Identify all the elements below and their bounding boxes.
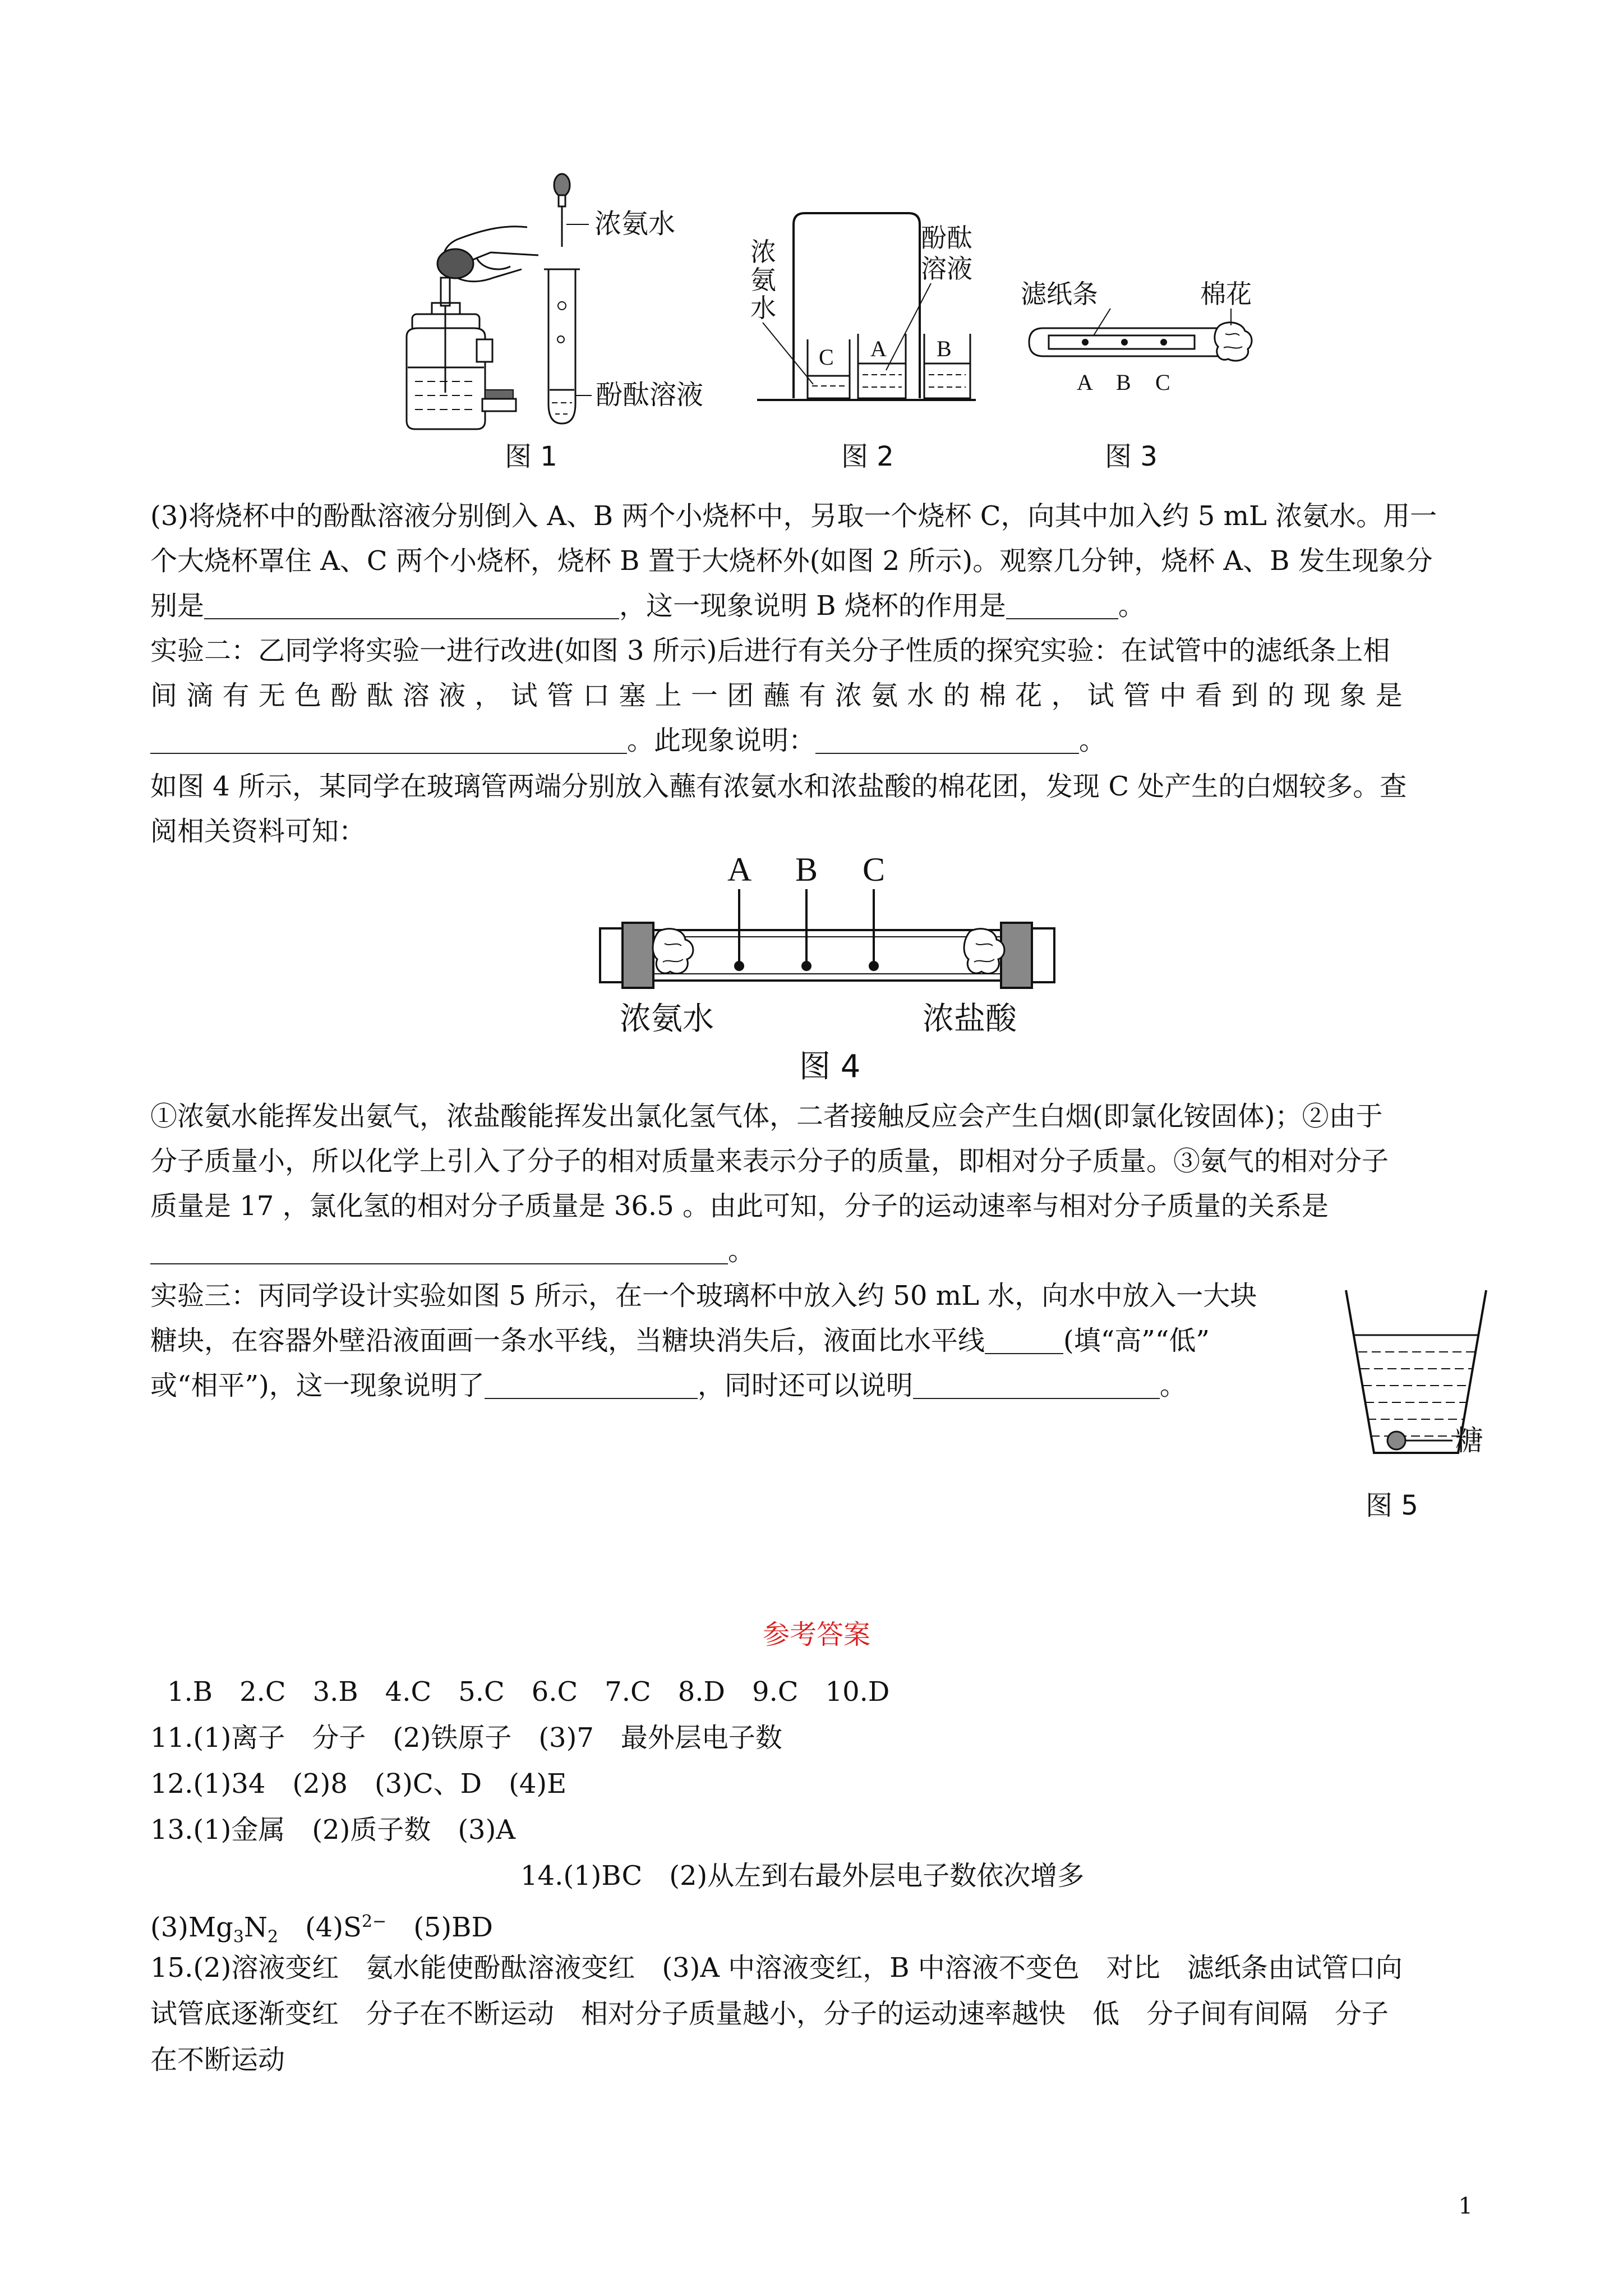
fig4-label-ammonia: 浓氨水 [620, 1001, 714, 1037]
exp2-line-2: 间 滴 有 无 色 酚 酞 溶 液 ， 试 管 口 塞 上 一 团 蘸 有 浓 氨 水 的 棉 花 ， 试 管 中 看 到 的 现 象 是 [150, 680, 1403, 711]
answer-14-b-4: (5)BD [386, 1912, 493, 1943]
exp2-line-1: 实验二：乙同学将实验一进行改进(如图 3 所示)后进行有关分子性质的探究实验：在试管中的滤纸条上相 [150, 635, 1390, 666]
fig2-beaker-b: B [937, 336, 952, 361]
fig3-point-b: B [1116, 370, 1131, 395]
figure-4-intro [150, 764, 1485, 854]
figure-5 [1340, 1285, 1509, 1543]
q3-line-3-a: 别是 [150, 590, 205, 622]
fig3-caption: 图 3 [1105, 441, 1158, 472]
answer-blank[interactable] [1006, 589, 1118, 619]
question-3-text [150, 494, 1485, 628]
info-line-4-c: 。 [728, 1235, 755, 1267]
exp3-line-3 [150, 1363, 1350, 1408]
fig2-label-phenol-2: 溶液 [921, 254, 972, 284]
q3-line-3 [150, 583, 1485, 628]
answer-14: 14.(1)BC (2)从左到右最外层电子数依次增多 [520, 1860, 1085, 1892]
exp2-line-3 [150, 718, 1485, 763]
answer-blank[interactable] [150, 1234, 728, 1264]
fig1-label-ammonia: 浓氨水 [594, 208, 676, 240]
answer-blank[interactable] [150, 724, 627, 754]
exp3-line-3-a: 或“相平”)，这一现象说明了 [150, 1370, 485, 1401]
fig3-point-c: C [1155, 370, 1170, 395]
exp3-line-2-a: 糖块，在容器外壁沿液面画一条水平线，当糖块消失后，液面比水平线 [150, 1325, 985, 1356]
figure-2 [740, 208, 1032, 482]
fig4-caption: 图 4 [799, 1048, 861, 1085]
fig5-label-sugar: 糖 [1455, 1424, 1483, 1457]
fig4-intro-line-2: 阅相关资料可知： [150, 816, 366, 847]
exp3-line-3-b: ，同时还可以说明 [697, 1370, 913, 1401]
fig2-beaker-c: C [819, 344, 834, 370]
reference-info-text [150, 1094, 1485, 1273]
fig2-beaker-a: A [870, 336, 887, 361]
q3-line-3-b: ，这一现象说明 B 烧杯的作用是 [619, 590, 1006, 622]
answer-14-b [150, 1899, 1403, 1945]
answer-11: 11.(1)离子 分子 (2)铁原子 (3)7 最外层电子数 [150, 1722, 782, 1754]
answer-15-line-3: 在不断运动 [150, 2044, 285, 2076]
exp3-line-2-b: (填“高”“低” [1063, 1325, 1210, 1356]
exp3-line-3-c: 。 [1159, 1370, 1187, 1401]
answer-14-b-1: (3)Mg [150, 1912, 233, 1943]
answer-15-line-1: 15.(2)溶液变红 氨水能使酚酞溶液变红 (3)A 中溶液变红，B 中溶液不变色 对比 滤纸条由试管口向 [150, 1952, 1403, 1984]
answer-blank[interactable] [913, 1369, 1160, 1399]
fig4-point-a: A [727, 851, 752, 888]
q3-line-2: 个大烧杯罩住 A、C 两个小烧杯，烧杯 B 置于大烧杯外(如图 2 所示)。观察几分钟，烧杯 A、B 发生现象分 [150, 545, 1433, 577]
answer-12: 12.(1)34 (2)8 (3)C、D (4)E [150, 1768, 567, 1800]
answer-blank[interactable] [485, 1369, 698, 1399]
experiment-3-text [150, 1273, 1350, 1408]
info-line-4 [150, 1228, 1485, 1273]
answer-14-b-sub2: 2 [267, 1927, 279, 1947]
fig4-intro-line-1: 如图 4 所示，某同学在玻璃管两端分别放入蘸有浓氨水和浓盐酸的棉花团，发现 C 处产生的白烟较多。查 [150, 771, 1407, 802]
fig5-caption: 图 5 [1366, 1490, 1418, 1521]
experiment-2-text [150, 628, 1485, 763]
answer-14-b-sup: 2− [361, 1912, 387, 1931]
fig1-label-phenolphthalein: 酚酞溶液 [596, 379, 704, 411]
exp3-line-2 [150, 1318, 1350, 1363]
fig2-label-ammonia-2: 氨 [750, 265, 776, 295]
fig4-point-b: B [795, 851, 818, 888]
exp2-line-3-b: 。此现象说明： [627, 725, 816, 756]
answer-1-10: 1.B 2.C 3.B 4.C 5.C 6.C 7.C 8.D 9.C 10.D [167, 1676, 890, 1708]
answer-blank[interactable] [815, 724, 1079, 754]
figure-4 [589, 847, 1066, 1088]
answer-14-b-3: (4)S [278, 1912, 362, 1943]
q3-line-3-c: 。 [1118, 590, 1145, 622]
answer-blank[interactable] [985, 1324, 1063, 1354]
answers-title: 参考答案 [763, 1619, 871, 1650]
info-line-3: 质量是 17 ，氯化氢的相对分子质量是 36.5 。由此可知，分子的运动速率与相对分子质量的关系是 [150, 1190, 1329, 1222]
info-line-1: ①浓氨水能挥发出氨气，浓盐酸能挥发出氯化氢气体，二者接触反应会产生白烟(即氯化铵固体)；②由于 [150, 1101, 1383, 1132]
q3-line-1: (3)将烧杯中的酚酞溶液分别倒入 A、B 两个小烧杯中，另取一个烧杯 C，向其中加入约 5 mL 浓氨水。用一 [150, 500, 1437, 532]
exp2-line-3-c: 。 [1079, 725, 1106, 756]
fig2-label-phenol-1: 酚酞 [921, 223, 972, 253]
fig3-point-a: A [1077, 370, 1093, 395]
fig4-point-c: C [863, 851, 886, 888]
page-number: 1 [1458, 2193, 1473, 2219]
answer-14-b-sub: 3 [233, 1927, 244, 1947]
answer-14-b-2: N [243, 1912, 268, 1943]
answer-list [150, 1669, 1403, 2083]
fig3-label-cotton: 棉花 [1200, 279, 1252, 309]
answer-13: 13.(1)金属 (2)质子数 (3)A [150, 1814, 515, 1846]
info-line-2: 分子质量小，所以化学上引入了分子的相对质量来表示分子的质量，即相对分子质量。③氨气的相对分子 [150, 1145, 1389, 1177]
figure-3 [1021, 275, 1279, 482]
answer-blank[interactable] [204, 589, 619, 619]
fig2-label-ammonia-3: 水 [750, 293, 776, 323]
fig2-label-ammonia-1: 浓 [750, 237, 776, 267]
answer-15-line-2: 试管底逐渐变红 分子在不断运动 相对分子质量越小，分子的运动速率越快 低 分子间有间隔 分子 [150, 1998, 1389, 2030]
fig4-label-hcl: 浓盐酸 [923, 1001, 1017, 1037]
figure-1 [393, 168, 740, 482]
fig3-label-filter-strip: 滤纸条 [1021, 279, 1098, 309]
fig2-caption: 图 2 [841, 441, 894, 472]
exp3-line-1: 实验三：丙同学设计实验如图 5 所示，在一个玻璃杯中放入约 50 mL 水，向水中放入一大块 [150, 1280, 1257, 1312]
fig1-caption: 图 1 [505, 441, 557, 472]
